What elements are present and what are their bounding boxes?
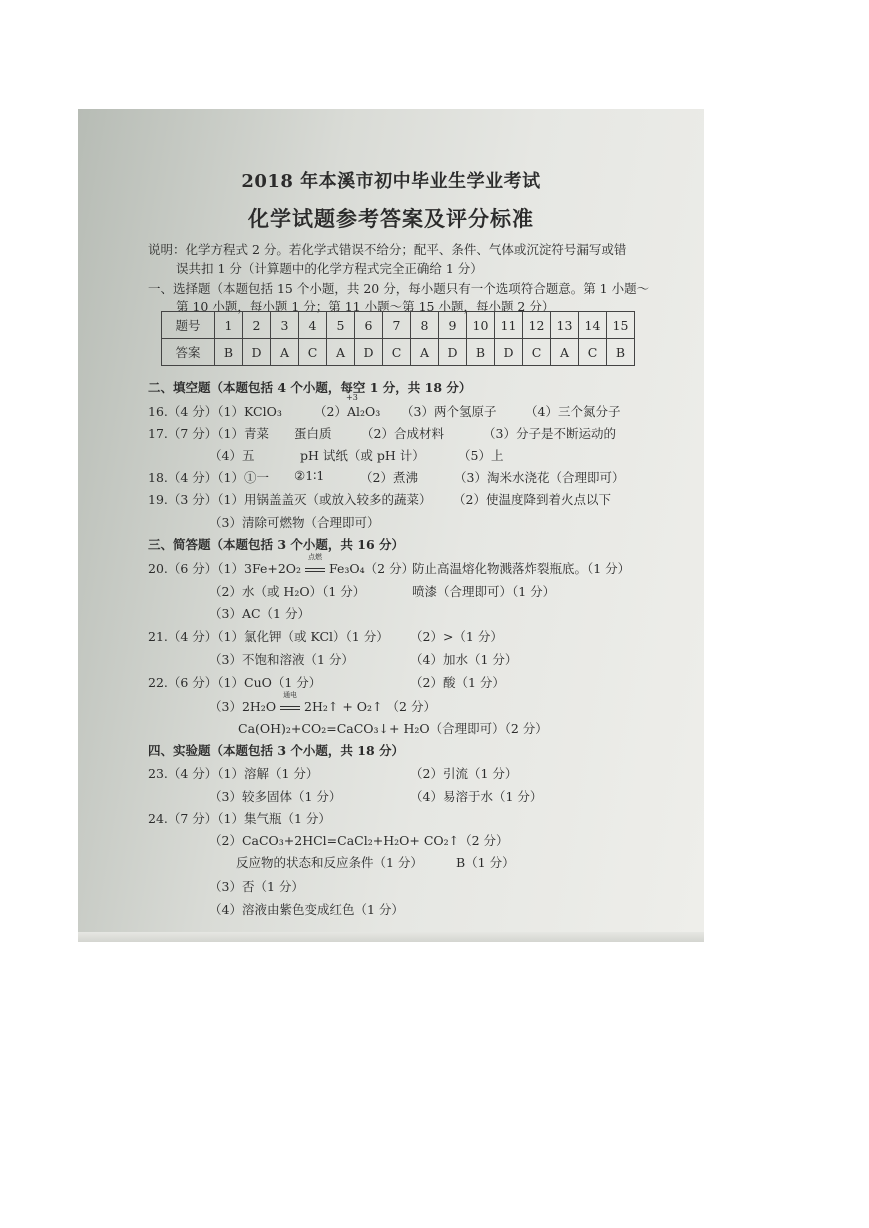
table-cell: C bbox=[579, 339, 607, 366]
table-cell: B bbox=[467, 339, 495, 366]
table-cell: D bbox=[355, 339, 383, 366]
table-cell: 13 bbox=[551, 312, 579, 339]
section-experiment-heading: 四、实验题（本题包括 3 个小题，共 18 分） bbox=[148, 743, 405, 758]
q20-product: Fe₃O₄（2 分） bbox=[329, 561, 415, 576]
table-cell: A bbox=[327, 339, 355, 366]
q19-part3: （3）清除可燃物（合理即可） bbox=[209, 515, 380, 530]
q24-part1: 24.（7 分）（1）集气瓶（1 分） bbox=[148, 811, 331, 826]
q22-part1: 22.（6 分）（1）CuO（1 分） bbox=[148, 675, 322, 690]
table-cell: 4 bbox=[299, 312, 327, 339]
section-fill-heading: 二、填空题（本题包括 4 个小题，每空 1 分，共 18 分） bbox=[148, 380, 472, 395]
table-cell: C bbox=[383, 339, 411, 366]
q17-part2: （2）合成材料 bbox=[361, 426, 444, 441]
q20-part2: （2）水（或 H₂O）（1 分） bbox=[209, 584, 366, 599]
q21-part2: （2）>（1 分） bbox=[410, 629, 503, 644]
table-cell: C bbox=[523, 339, 551, 366]
q24-part2b: 反应物的状态和反应条件（1 分） bbox=[236, 855, 423, 870]
q24-part2c: B（1 分） bbox=[456, 855, 515, 870]
q21-part1: 21.（4 分）（1）氯化钾（或 KCl）（1 分） bbox=[148, 629, 389, 644]
table-cell: C bbox=[299, 339, 327, 366]
q22-condition: 通电 bbox=[283, 691, 298, 699]
q19-part2: （2）使温度降到着火点以下 bbox=[453, 492, 611, 507]
answer-sheet bbox=[78, 109, 704, 942]
table-header-number: 题号 bbox=[162, 312, 215, 339]
q23-part3: （3）较多固体（1 分） bbox=[209, 789, 342, 804]
document-photo bbox=[78, 109, 704, 942]
table-cell: 6 bbox=[355, 312, 383, 339]
table-cell: B bbox=[607, 339, 635, 366]
equals-sign-icon bbox=[305, 568, 325, 572]
q17-part5: （5）上 bbox=[458, 448, 504, 463]
table-cell: D bbox=[495, 339, 523, 366]
q16-valence-mark: +3 bbox=[346, 393, 358, 402]
q24-part4: （4）溶液由紫色变成红色（1 分） bbox=[209, 902, 404, 917]
q16-part1: 16.（4 分）（1）KClO₃ bbox=[148, 404, 282, 419]
table-cell: 8 bbox=[411, 312, 439, 339]
q23-part1: 23.（4 分）（1）溶解（1 分） bbox=[148, 766, 319, 781]
table-cell: A bbox=[551, 339, 579, 366]
table-cell: 2 bbox=[243, 312, 271, 339]
q17-part1: 17.（7 分）（1）青菜 bbox=[148, 426, 270, 441]
table-cell: A bbox=[271, 339, 299, 366]
section-choice-line2: 第 10 小题，每小题 1 分；第 11 小题～第 15 小题，每小题 2 分） bbox=[176, 299, 555, 314]
table-cell: 1 bbox=[215, 312, 243, 339]
q22-reactants: （3）2H₂O bbox=[209, 699, 277, 714]
table-cell: 5 bbox=[327, 312, 355, 339]
table-cell: D bbox=[439, 339, 467, 366]
section-choice-line1: 一、选择题（本题包括 15 个小题，共 20 分，每小题只有一个选项符合题意。第 1 小题～ bbox=[148, 281, 650, 296]
q17-part3: （3）分子是不断运动的 bbox=[483, 426, 616, 441]
q22-part2: （2）酸（1 分） bbox=[410, 675, 505, 690]
q19-part1: 19.（3 分）（1）用锅盖盖灭（或放入较多的蔬菜） bbox=[148, 492, 432, 507]
table-cell: A bbox=[411, 339, 439, 366]
answer-table bbox=[161, 311, 635, 366]
scoring-note-line2: 误共扣 1 分（计算题中的化学方程式完全正确给 1 分） bbox=[176, 261, 483, 276]
q22-products: 2H₂↑ + O₂↑ （2 分） bbox=[304, 699, 436, 714]
table-cell: 15 bbox=[607, 312, 635, 339]
q22-part3b: Ca(OH)₂+CO₂=CaCO₃↓+ H₂O（合理即可）（2 分） bbox=[238, 721, 548, 736]
table-cell: D bbox=[243, 339, 271, 366]
table-cell: 3 bbox=[271, 312, 299, 339]
table-row-numbers bbox=[162, 312, 635, 339]
table-cell: 12 bbox=[523, 312, 551, 339]
q21-part4: （4）加水（1 分） bbox=[410, 652, 518, 667]
table-row-answers bbox=[162, 339, 635, 366]
table-cell: 9 bbox=[439, 312, 467, 339]
q20-part1 bbox=[148, 553, 415, 577]
q17-part1b: 蛋白质 bbox=[294, 426, 332, 441]
q16-part3: （3）两个氢原子 bbox=[401, 404, 497, 419]
q17-part4b: pH 试纸（或 pH 计） bbox=[300, 448, 425, 463]
q17-part4: （4）五 bbox=[209, 448, 255, 463]
table-header-answer: 答案 bbox=[162, 339, 215, 366]
q18-part2: （2）煮沸 bbox=[360, 470, 418, 485]
table-cell: 14 bbox=[579, 312, 607, 339]
photo-bottom-edge bbox=[78, 932, 704, 942]
table-cell: 7 bbox=[383, 312, 411, 339]
q18-part1b: ②1∶1 bbox=[294, 468, 325, 483]
q24-part3: （3）否（1 分） bbox=[209, 879, 304, 894]
q20-part1b: 防止高温熔化物溅落炸裂瓶底。（1 分） bbox=[412, 561, 631, 576]
q23-part2: （2）引流（1 分） bbox=[410, 766, 518, 781]
q21-part3: （3）不饱和溶液（1 分） bbox=[209, 652, 354, 667]
scoring-note-line1: 说明：化学方程式 2 分。若化学式错误不给分；配平、条件、气体或沉淀符号漏写或错 bbox=[148, 242, 627, 257]
q20-part2b: 喷漆（合理即可）（1 分） bbox=[412, 584, 556, 599]
q20-part3: （3）AC（1 分） bbox=[209, 606, 310, 621]
q16-part2-text: （2）Al₂O₃ bbox=[314, 404, 381, 419]
q20-reactants: 20.（6 分）（1）3Fe+2O₂ bbox=[148, 561, 302, 576]
q16-part2 bbox=[314, 393, 381, 420]
q24-part2: （2）CaCO₃+2HCl=CaCl₂+H₂O+ CO₂↑（2 分） bbox=[209, 833, 509, 848]
table-cell: 11 bbox=[495, 312, 523, 339]
document-subtitle: 化学试题参考答案及评分标准 bbox=[248, 206, 534, 231]
table-cell: 10 bbox=[467, 312, 495, 339]
q20-condition: 点燃 bbox=[308, 553, 323, 561]
table-cell: B bbox=[215, 339, 243, 366]
q22-part3 bbox=[209, 691, 436, 715]
section-short-heading: 三、简答题（本题包括 3 个小题，共 16 分） bbox=[148, 537, 405, 552]
q16-part4: （4）三个氮分子 bbox=[525, 404, 621, 419]
q18-part3: （3）淘米水浇花（合理即可） bbox=[454, 470, 625, 485]
exam-title: 2018 年本溪市初中毕业生学业考试 bbox=[241, 171, 541, 192]
q18-part1: 18.（4 分）（1）①一 bbox=[148, 470, 270, 485]
equals-sign-icon bbox=[280, 706, 300, 710]
q23-part4: （4）易溶于水（1 分） bbox=[410, 789, 543, 804]
q22-reaction-sign bbox=[280, 691, 300, 714]
q20-reaction-sign bbox=[305, 553, 325, 576]
